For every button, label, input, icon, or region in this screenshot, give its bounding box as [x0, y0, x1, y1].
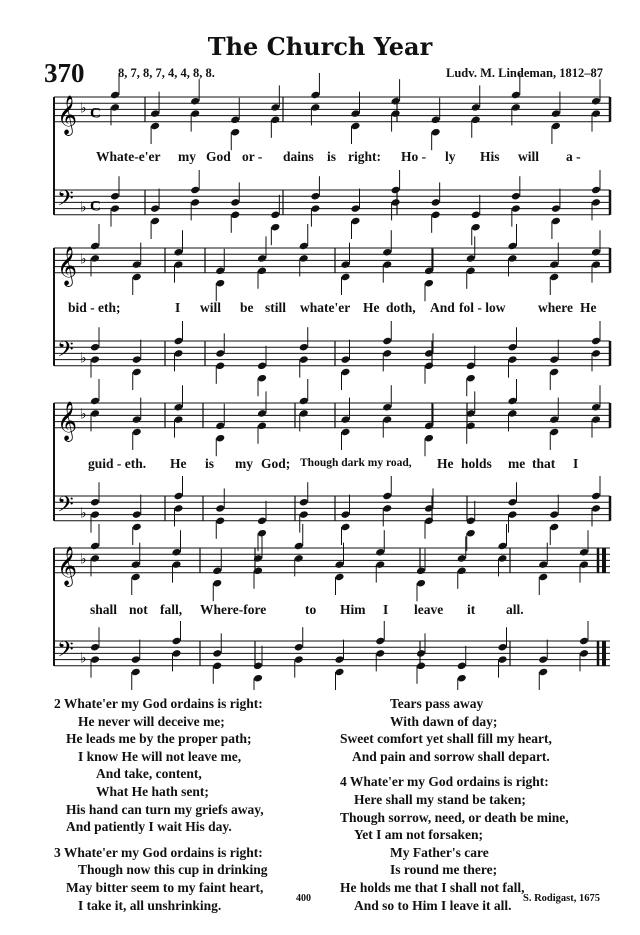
- bass-clef-icon: 𝄢: [57, 337, 74, 368]
- lyric-syllable: me: [508, 456, 526, 471]
- lyric-syllable: doth,: [386, 300, 416, 315]
- verse-line: My Father's care: [390, 844, 489, 860]
- lyric-syllable: Whate-e'er: [96, 149, 161, 164]
- flat-icon: ♭: [80, 100, 87, 117]
- hymn-meter: 8, 7, 8, 7, 4, 4, 8, 8.: [118, 66, 215, 80]
- lyric-syllable: still: [265, 300, 287, 315]
- verse-line: He never will deceive me;: [78, 713, 225, 729]
- lyric-syllable: to: [305, 602, 317, 617]
- verse-line: Though now this cup in drinking: [78, 862, 268, 878]
- flat-icon: ♭: [80, 650, 87, 667]
- lyric-syllable: a -: [566, 149, 581, 164]
- lyric-syllable: And: [430, 300, 455, 315]
- verse-line: And so to Him I leave it all.: [354, 897, 512, 913]
- lyric-syllable: God;: [261, 456, 291, 471]
- lyric-syllable: I: [573, 456, 579, 471]
- lyric-syllable: Ho -: [401, 149, 427, 164]
- flat-icon: ♭: [80, 350, 87, 367]
- verse-line: And take, content,: [96, 766, 202, 782]
- lyric-syllable: leave: [414, 602, 444, 617]
- verse-line: His hand can turn my griefs away,: [66, 801, 264, 817]
- verse-line: Is round me there;: [390, 862, 498, 878]
- verse-line: Here shall my stand be taken;: [354, 791, 526, 807]
- lyric-syllable: will: [200, 300, 222, 315]
- verses-left-column: [54, 695, 267, 914]
- lyric-syllable: my: [178, 149, 196, 164]
- lyric-syllable: my: [235, 456, 253, 471]
- bass-clef-icon: 𝄢: [57, 637, 74, 668]
- flat-icon: ♭: [80, 251, 87, 268]
- hymn-number: 370: [44, 58, 85, 88]
- verse-line: Though sorrow, need, or death be mine,: [340, 809, 569, 825]
- lyric-syllable: dains: [283, 149, 314, 164]
- lyric-syllable: whate'er: [300, 300, 351, 315]
- composer-credit: Ludv. M. Lindeman, 1812–87: [446, 66, 603, 80]
- verse-line: May bitter seem to my faint heart,: [66, 879, 264, 895]
- verse-line: Sweet comfort yet shall fill my heart,: [340, 731, 552, 747]
- lyric-syllable: where: [538, 300, 573, 315]
- verse-line: Tears pass away: [390, 696, 484, 711]
- verse-line: 4 Whate'er my God ordains is right:: [340, 774, 549, 790]
- lyric-syllable: His: [480, 149, 500, 164]
- lyric-syllable: Though dark my road,: [300, 457, 412, 469]
- common-time-icon: C: [90, 198, 101, 215]
- treble-clef-icon: 𝄞: [57, 545, 78, 586]
- verse-line: Yet I am not forsaken;: [354, 827, 483, 843]
- lyric-syllable: all.: [506, 602, 524, 617]
- lyric-syllable: I: [383, 602, 389, 617]
- flat-icon: ♭: [80, 199, 87, 216]
- flat-icon: ♭: [80, 406, 87, 423]
- lyric-syllable: fol - low: [459, 300, 506, 315]
- lyric-syllable: shall: [90, 602, 118, 617]
- verse-line: With dawn of day;: [390, 713, 498, 729]
- lyric-syllable: not: [129, 602, 148, 617]
- lyric-syllable: guid - eth.: [88, 456, 147, 471]
- treble-clef-icon: 𝄞: [57, 400, 78, 441]
- common-time-icon: C: [90, 105, 101, 122]
- lyric-syllable: He: [170, 456, 187, 471]
- lyric-syllable: fall,: [160, 602, 183, 617]
- lyric-syllable: that: [532, 456, 556, 471]
- lyric-syllable: I: [175, 300, 181, 315]
- lyric-syllable: bid - eth;: [68, 300, 121, 315]
- bass-clef-icon: 𝄢: [57, 186, 74, 217]
- verse-line: 3 Whate'er my God ordains is right:: [54, 844, 263, 860]
- text-source-credit: S. Rodigast, 1675: [522, 893, 600, 904]
- bass-clef-icon: 𝄢: [57, 492, 74, 523]
- lyric-syllable: Him: [340, 602, 366, 617]
- verse-line: And pain and sorrow shall depart.: [352, 748, 550, 764]
- verse-line: I know He will not leave me,: [78, 748, 242, 764]
- verse-line: And patiently I wait His day.: [66, 819, 232, 835]
- lyric-syllable: holds: [461, 456, 492, 471]
- verse-line: What He hath sent;: [96, 783, 209, 799]
- verse-line: He holds me that I shall not fall,: [340, 879, 525, 895]
- treble-clef-icon: 𝄞: [57, 245, 78, 286]
- lyric-syllable: He: [363, 300, 380, 315]
- lyric-syllable: it: [467, 602, 476, 617]
- lyric-syllable: He: [580, 300, 597, 315]
- lyric-syllable: He: [437, 456, 454, 471]
- page-number: 400: [296, 893, 311, 904]
- lyric-syllable: be: [240, 300, 254, 315]
- lyric-syllable: right:: [348, 149, 381, 164]
- lyric-syllable: God: [206, 149, 231, 164]
- treble-clef-icon: 𝄞: [57, 94, 78, 135]
- verse-line: He leads me by the proper path;: [66, 731, 252, 747]
- lyric-syllable: is: [327, 149, 337, 164]
- verse-spacer: [54, 836, 267, 844]
- lyric-syllable: or -: [242, 149, 263, 164]
- lyric-syllable: will: [518, 149, 540, 164]
- verse-line: I take it, all unshrinking.: [78, 897, 222, 913]
- flat-icon: ♭: [80, 505, 87, 522]
- verse-line: 2 Whate'er my God ordains is right:: [54, 696, 263, 711]
- lyric-syllable: ly: [445, 149, 456, 164]
- lyric-syllable: Where-fore: [200, 602, 267, 617]
- verses-right-column: [340, 695, 569, 914]
- lyric-syllable: is: [205, 456, 215, 471]
- page-title: The Church Year: [207, 32, 433, 61]
- flat-icon: ♭: [80, 551, 87, 568]
